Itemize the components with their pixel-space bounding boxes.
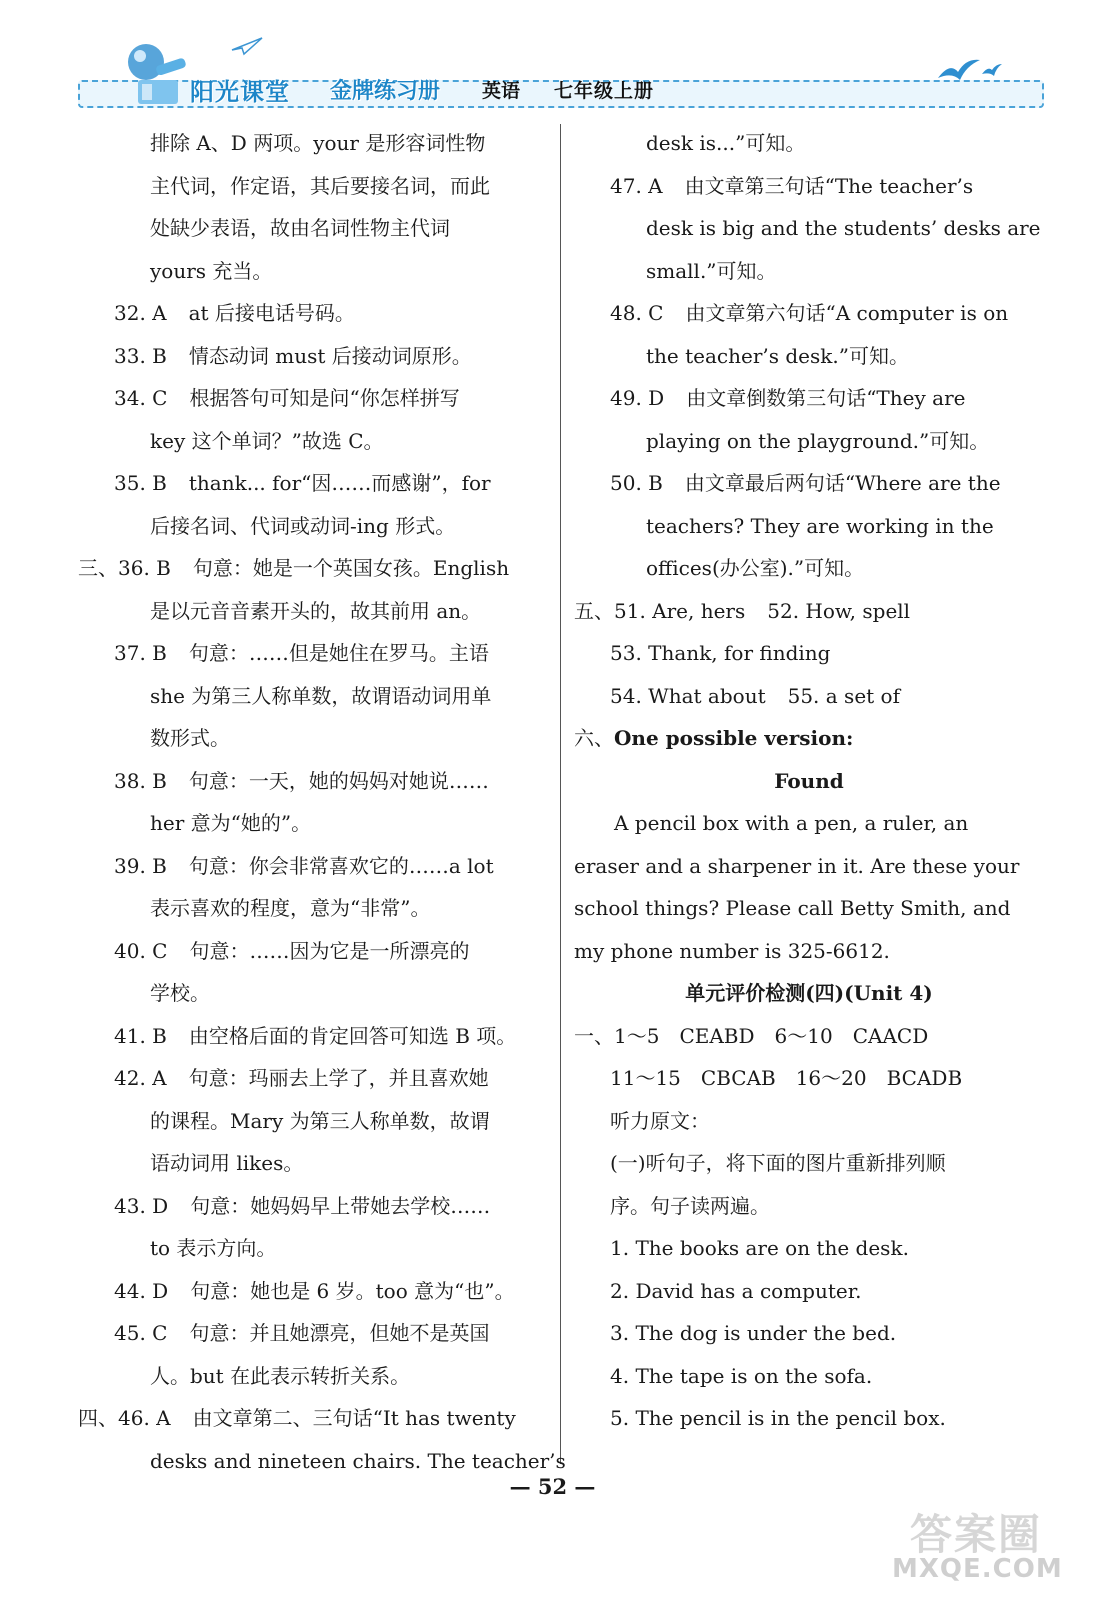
answer-text: thank... for“因……而感谢”，for — [188, 471, 491, 495]
answer-number: 45. C — [114, 1321, 168, 1345]
text-line: offices(办公室).”可知。 — [646, 556, 865, 580]
answer-52: 52. How, spell — [767, 598, 911, 623]
answer-number: 32. A — [114, 301, 167, 325]
answer-text: 由文章第六句话“A computer is on — [685, 301, 1009, 325]
watermark — [880, 1500, 1090, 1590]
answer-48 — [574, 292, 1044, 335]
text-line: desk is...”可知。 — [646, 131, 806, 155]
answer-text: 句意：……因为它是一所漂亮的 — [189, 938, 470, 963]
answer-46 — [78, 1397, 548, 1440]
answer-text: 情态动词 must 后接动词原形。 — [188, 343, 472, 368]
page-header — [78, 36, 1048, 116]
listening-script-label: 听力原文： — [610, 1108, 710, 1133]
answer-number: 37. B — [114, 641, 167, 665]
answer-40 — [78, 930, 548, 973]
right-column — [574, 122, 1044, 1440]
listening-sentence: 1. The books are on the desk. — [610, 1236, 909, 1260]
answer-text: 句意：你会非常喜欢它的……a lot — [188, 853, 494, 878]
answer-42 — [78, 1057, 548, 1100]
answer-text: 句意：玛丽去上学了，并且喜欢她 — [188, 1066, 489, 1090]
text-line: 排除 A、D 两项。your 是形容词性物 — [150, 131, 486, 155]
answer-38 — [78, 760, 548, 803]
text-line: to 表示方向。 — [150, 1236, 277, 1260]
answer-49 — [574, 377, 1044, 420]
essay-line: school things? Please call Betty Smith, and — [574, 896, 1011, 920]
answer-text: 由文章最后两句话“Where are the — [684, 471, 1001, 495]
answer-43 — [78, 1185, 548, 1228]
page-number: — 52 — — [509, 1474, 596, 1499]
answer-55: 55. a set of — [787, 683, 900, 708]
globe-telescope-icon — [120, 40, 192, 108]
answer-number: 33. B — [114, 343, 167, 368]
answer-number: 三、36. B — [78, 556, 171, 580]
answer-51: 五、51. Are, hers — [574, 598, 746, 623]
subject-label: 英语 — [482, 80, 521, 102]
answer-number: 35. B — [114, 471, 167, 495]
text-line: 处缺少表语，故由名词性物主代词 — [150, 216, 450, 240]
answer-text: 句意：一天，她的妈妈对她说…… — [188, 768, 489, 793]
answer-text: 由空格后面的肯定回答可知选 B 项。 — [188, 1023, 517, 1048]
answer-text: 由文章第三句话“The teacher’s — [684, 173, 974, 198]
answer-41 — [78, 1015, 548, 1058]
answer-number: 39. B — [114, 853, 167, 878]
answer-54: 54. What about — [610, 683, 766, 708]
answer-33 — [78, 335, 548, 378]
answer-45 — [78, 1312, 548, 1355]
answer-number: 41. B — [114, 1023, 167, 1048]
answer-36 — [78, 547, 548, 590]
answer-text: 句意：……但是她住在罗马。主语 — [188, 641, 489, 665]
answer-50 — [574, 462, 1044, 505]
brand-title: 阳光课堂 — [190, 78, 290, 106]
answer-key-row: 11～15 CBCAB 16～20 BCADB — [610, 1066, 963, 1090]
text-line: key 这个单词？”故选 C。 — [150, 428, 384, 453]
answer-text: 根据答句可知是问“你怎样拼写 — [189, 386, 460, 410]
paper-plane-icon — [230, 36, 264, 56]
answer-34 — [78, 377, 548, 420]
listening-sentence: 5. The pencil is in the pencil box. — [610, 1406, 946, 1430]
answer-number: 48. C — [610, 301, 664, 325]
answer-32 — [78, 292, 548, 335]
grade-label: 七年级上册 — [554, 80, 655, 102]
answer-text: 句意：她妈妈早上带她去学校…… — [190, 1193, 491, 1218]
text-line: 语动词用 likes。 — [150, 1151, 304, 1175]
section-five-row-3 — [574, 675, 1044, 718]
text-line: desk is big and the students’ desks are — [646, 216, 1041, 240]
text-line: 表示喜欢的程度，意为“非常”。 — [150, 896, 431, 920]
answer-number: 四、46. A — [78, 1406, 171, 1430]
text-line: 人。but 在此表示转折关系。 — [150, 1363, 411, 1388]
answer-44 — [78, 1270, 548, 1313]
answer-number: 34. C — [114, 386, 168, 410]
section-six-intro: One possible version: — [614, 726, 854, 750]
listening-part-instructions: 序。句子读两遍。 — [610, 1193, 770, 1218]
seagulls-icon — [934, 52, 1004, 86]
text-line: 是以元音音素开头的，故其前用 an。 — [150, 598, 482, 623]
answer-text: 句意：并且她漂亮，但她不是英国 — [189, 1321, 490, 1345]
section-five-row-1 — [574, 590, 1044, 633]
listening-sentence: 4. The tape is on the sofa. — [610, 1363, 873, 1388]
answer-37 — [78, 632, 548, 675]
text-line: playing on the playground.”可知。 — [646, 428, 990, 453]
answer-key-row: 一、1～5 CEABD 6～10 CAACD — [574, 1023, 929, 1048]
answer-number: 44. D — [114, 1278, 169, 1303]
answer-text: 由文章倒数第三句话“They are — [686, 386, 966, 410]
answer-number: 49. D — [610, 386, 665, 410]
text-line: 后接名词、代词或动词-ing 形式。 — [150, 513, 456, 538]
section-six-heading — [574, 717, 1044, 760]
text-line: her 意为“她的”。 — [150, 811, 312, 835]
text-line: the teacher’s desk.”可知。 — [646, 343, 909, 368]
listening-sentence: 2. David has a computer. — [610, 1278, 862, 1303]
text-line: teachers? They are working in the — [646, 513, 994, 538]
text-line: she 为第三人称单数，故谓语动词用单 — [150, 683, 492, 708]
text-line: 的课程。Mary 为第三人称单数，故谓 — [150, 1108, 490, 1133]
essay-title: Found — [774, 768, 844, 793]
answer-text: 由文章第二、三句话“It has twenty — [192, 1406, 516, 1430]
answer-number: 38. B — [114, 768, 167, 793]
watermark-logo: 答案圈 — [910, 1510, 1043, 1559]
answer-number: 42. A — [114, 1066, 167, 1090]
column-divider — [560, 124, 561, 1464]
text-line: desks and nineteen chairs. The teacher’s — [150, 1448, 566, 1473]
answer-35 — [78, 462, 548, 505]
answer-47 — [574, 165, 1044, 208]
listening-sentence: 3. The dog is under the bed. — [610, 1321, 897, 1345]
series-title: 金牌练习册 — [330, 79, 441, 104]
watermark-url: MXQE.COM — [892, 1554, 1063, 1584]
text-line: yours 充当。 — [150, 258, 273, 283]
answer-text: 句意：她是一个英国女孩。English — [192, 556, 510, 580]
left-column — [78, 122, 566, 1482]
answer-number: 43. D — [114, 1193, 169, 1218]
answer-number: 50. B — [610, 471, 663, 495]
answer-53: 53. Thank, for finding — [610, 641, 831, 665]
essay-line: my phone number is 325-6612. — [574, 938, 890, 963]
answer-number: 47. A — [610, 173, 663, 198]
answer-39 — [78, 845, 548, 888]
text-line: 数形式。 — [150, 726, 230, 750]
text-line: 主代词，作定语，其后要接名词，而此 — [150, 173, 490, 198]
section-six-label: 六、 — [574, 726, 614, 750]
answer-number: 40. C — [114, 938, 168, 963]
unit-test-title: 单元评价检测(四)(Unit 4) — [685, 981, 933, 1005]
essay-line: A pencil box with a pen, a ruler, an — [614, 811, 969, 835]
answer-text: 句意：她也是 6 岁。too 意为“也”。 — [190, 1278, 515, 1303]
text-line: 学校。 — [150, 981, 210, 1005]
listening-part-instructions: (一)听句子，将下面的图片重新排列顺 — [610, 1151, 946, 1175]
text-line: small.”可知。 — [646, 258, 777, 283]
answer-text: at 后接电话号码。 — [188, 301, 355, 325]
essay-line: eraser and a sharpener in it. Are these your — [574, 853, 1020, 878]
